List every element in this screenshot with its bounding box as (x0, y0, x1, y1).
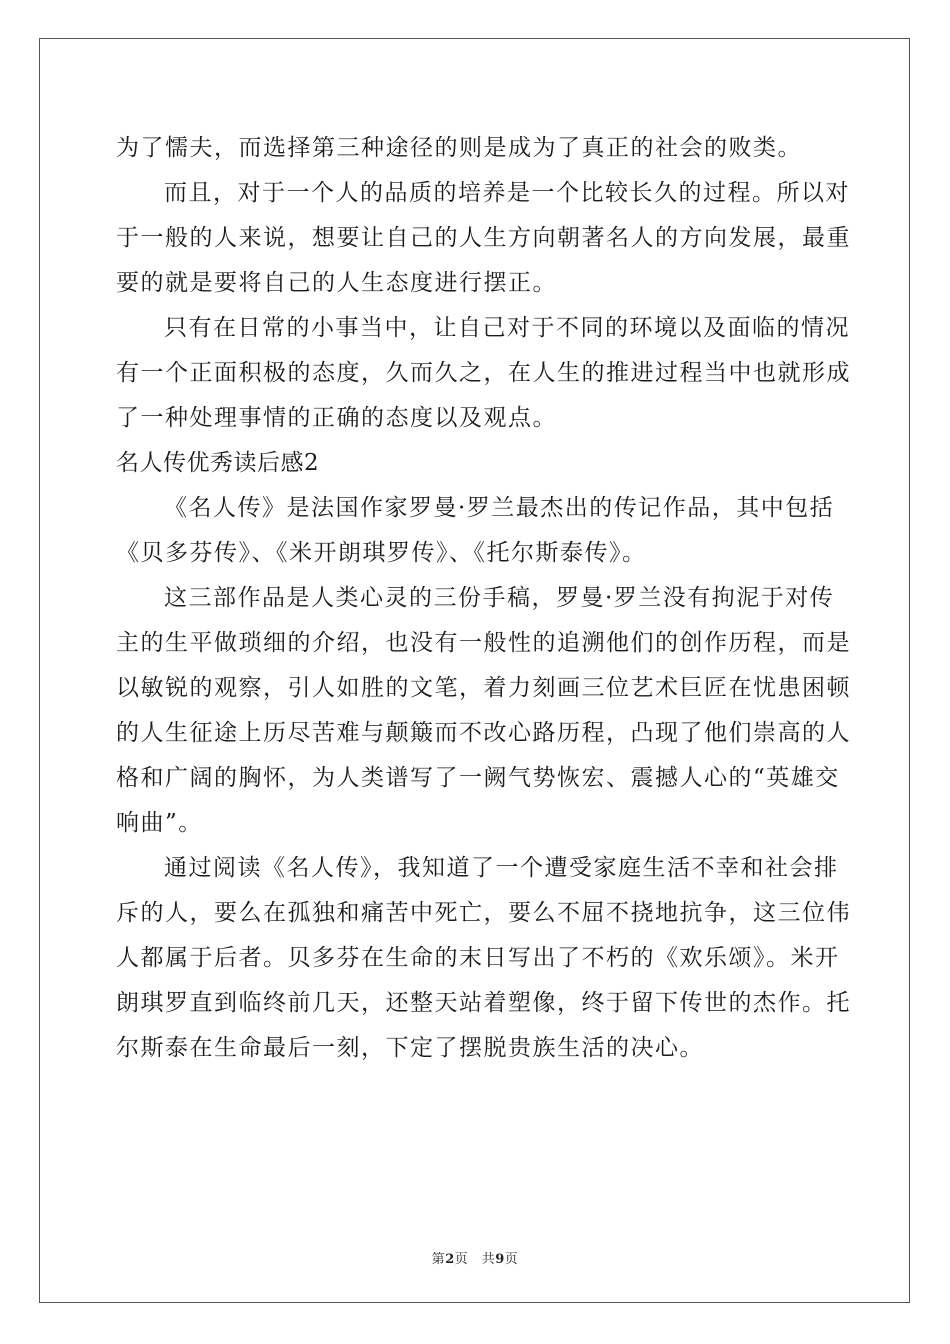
paragraph-start-line: 这三部作品是人类心灵的三份手稿，罗曼·罗兰没有拘泥于对传 (164, 585, 835, 611)
text-line: 响曲”。 (116, 810, 203, 836)
text-line: 了一种处理事情的正确的态度以及观点。 (116, 405, 557, 431)
text-line: 斥的人，要么在孤独和痛苦中死亡，要么不屈不挠地抗争，这三位伟 (116, 900, 851, 926)
page-mid: 页 共 (454, 1252, 496, 1267)
text-line: 要的就是要将自己的人生态度进行摆正。 (116, 270, 557, 296)
text-line: 人都属于后者。贝多芬在生命的末日写出了不朽的《欢乐颂》。米开 (116, 945, 840, 971)
text-line: 主的生平做琐细的介绍，也没有一般性的追溯他们的创作历程，而是 (116, 630, 851, 656)
paragraph-start-line: 而且，对于一个人的品质的培养是一个比较长久的过程。所以对 (164, 180, 850, 206)
paragraph-start-line: 《名人传》是法国作家罗曼·罗兰最杰出的传记作品，其中包括 (164, 495, 835, 521)
text-line: 尔斯泰在生命最后一刻，下定了摆脱贵族生活的决心。 (116, 1035, 704, 1061)
section-heading: 名人传优秀读后感2 (116, 450, 320, 476)
page-suffix: 页 (504, 1252, 519, 1267)
page-footer (0, 1248, 950, 1267)
total-page-number: 9 (495, 1252, 505, 1267)
text-line: 《贝多芬传》、《米开朗琪罗传》、《托尔斯泰传》。 (116, 540, 647, 566)
current-page-number: 2 (445, 1252, 455, 1267)
document-body (116, 126, 851, 1071)
text-line: 于一般的人来说，想要让自己的人生方向朝著名人的方向发展，最重 (116, 225, 851, 251)
text-line: 为了懦夫，而选择第三种途径的则是成为了真正的社会的败类。 (116, 135, 802, 161)
text-line: 以敏锐的观察，引人如胜的文笔，着力刻画三位艺术巨匠在忧患困顿 (116, 675, 851, 701)
paragraph-start-line: 通过阅读《名人传》，我知道了一个遭受家庭生活不幸和社会排 (164, 855, 839, 881)
text-line: 格和广阔的胸怀，为人类谱写了一阙气势恢宏、震撼人心的“英雄交 (116, 765, 840, 791)
text-line: 有一个正面积极的态度，久而久之，在人生的推进过程当中也就形成 (116, 360, 851, 386)
text-line: 朗琪罗直到临终前几天，还整天站着塑像，终于留下传世的杰作。托 (116, 990, 851, 1016)
text-line: 的人生征途上历尽苦难与颠簸而不改心路历程，凸现了他们崇高的人 (116, 720, 851, 746)
paragraph-start-line: 只有在日常的小事当中，让自己对于不同的环境以及面临的情况 (164, 315, 850, 341)
page-prefix: 第 (431, 1252, 446, 1267)
